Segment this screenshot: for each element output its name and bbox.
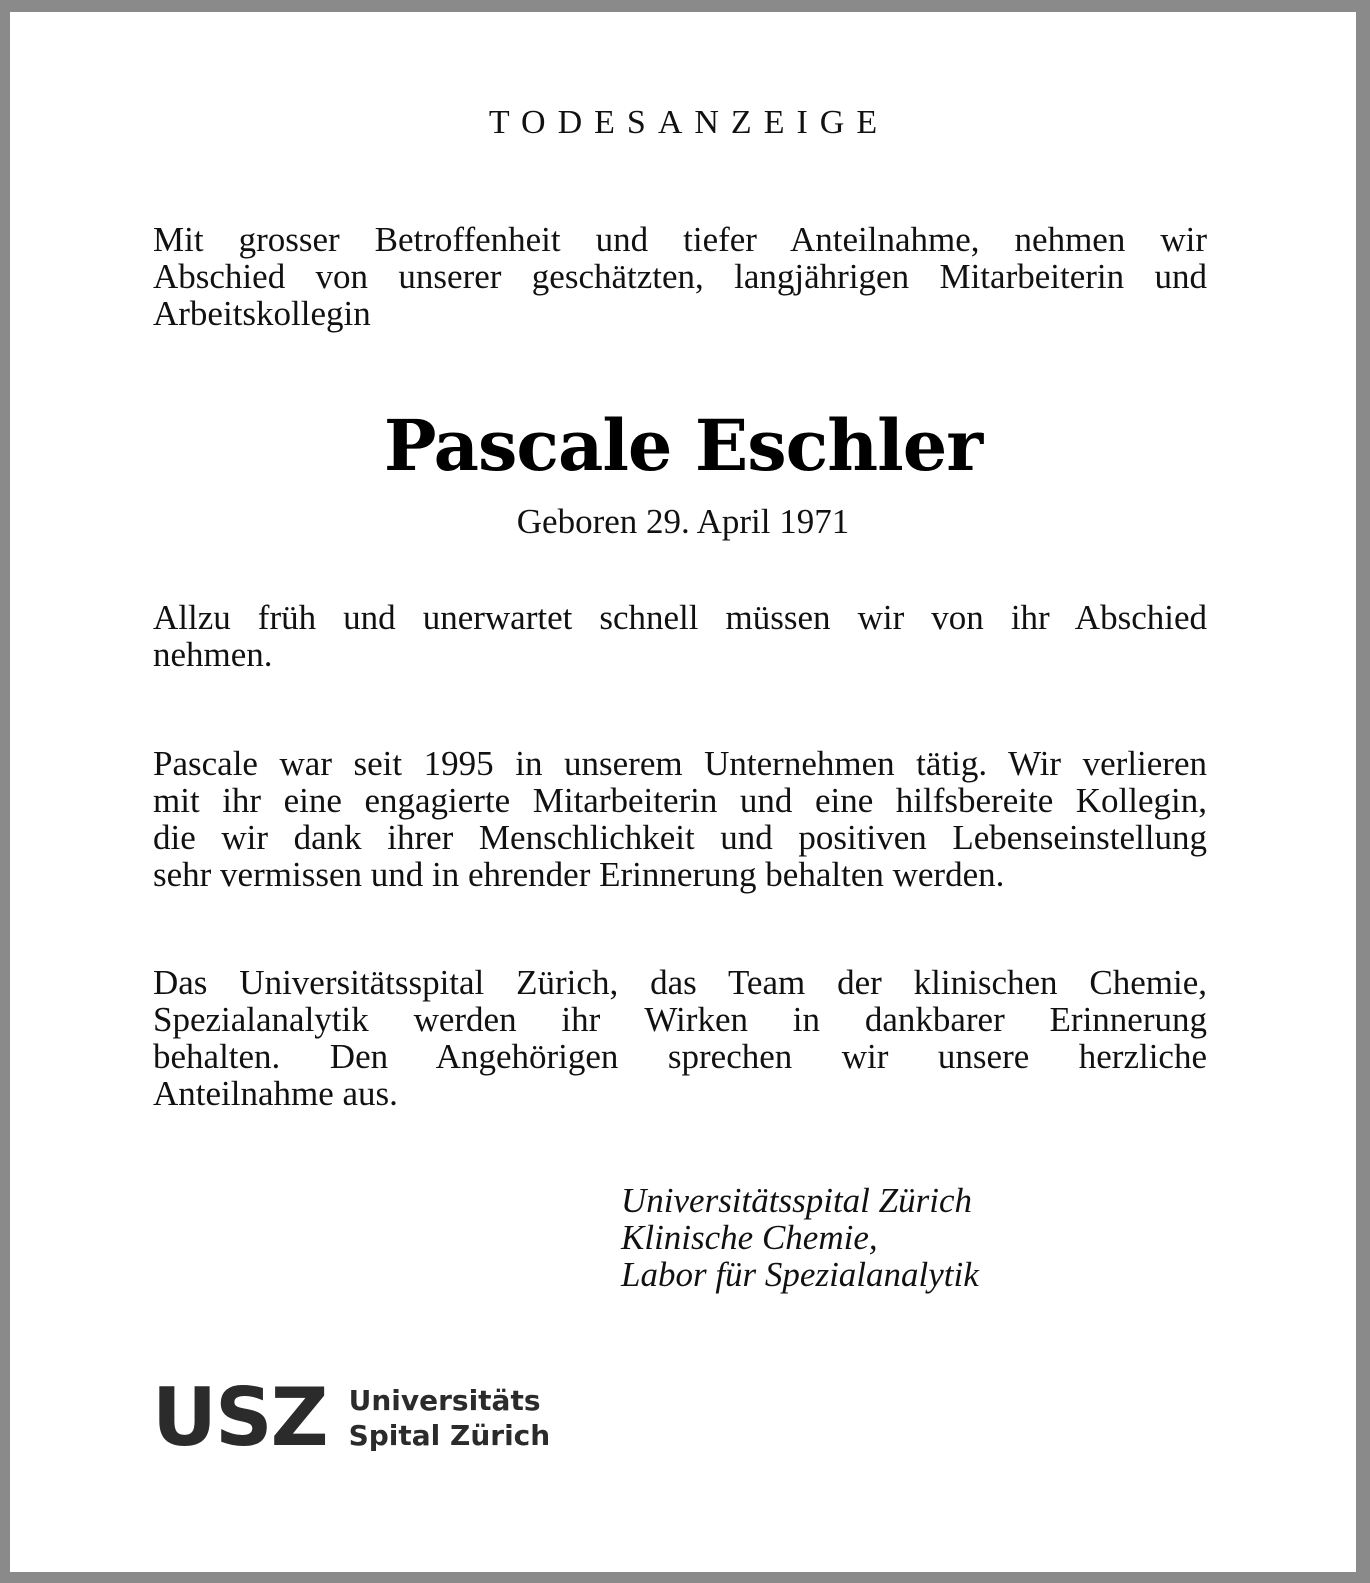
- paragraph-1: [153, 599, 1207, 673]
- paragraph-line: Das Universitätsspital Zürich, das Team der klinischen Chemie,: [153, 963, 1207, 1002]
- intro-line: Mit grosser Betroffenheit und tiefer Anteilnahme, nehmen wir: [153, 220, 1207, 259]
- paragraph-2: [153, 745, 1207, 893]
- logo-wordmark: [349, 1383, 551, 1453]
- heading: TODESANZEIGE: [488, 104, 890, 141]
- signature-line: Klinische Chemie,: [621, 1218, 878, 1257]
- intro-paragraph: [153, 221, 1207, 332]
- deceased-name: Pascale Eschler: [383, 404, 983, 487]
- usz-logo: [152, 1371, 551, 1464]
- paragraph-line: mit ihr eine engagierte Mitarbeiterin und eine hilfsbereite Kollegin,: [153, 781, 1207, 820]
- paragraph-3: [153, 964, 1207, 1112]
- signature-line: Universitätsspital Zürich: [621, 1181, 972, 1220]
- birth-date: Geboren 29. April 1971: [516, 502, 850, 541]
- logo-line: Universitäts: [348, 1384, 541, 1417]
- paragraph-line: Spezialanalytik werden ihr Wirken in dankbarer Erinnerung: [153, 1000, 1207, 1039]
- intro-line: Abschied von unserer geschätzten, langjährigen Mitarbeiterin und: [153, 257, 1207, 296]
- logo-line: Spital Zürich: [348, 1419, 551, 1452]
- intro-line: Arbeitskollegin: [153, 294, 371, 333]
- signature-line: Labor für Spezialanalytik: [621, 1255, 979, 1294]
- logo-mark: USZ: [152, 1371, 327, 1464]
- paragraph-line: sehr vermissen und in ehrender Erinnerung behalten werden.: [153, 855, 1005, 894]
- paragraph-line: Pascale war seit 1995 in unserem Unternehmen tätig. Wir verlieren: [153, 744, 1207, 783]
- paragraph-line: Anteilnahme aus.: [153, 1074, 398, 1113]
- paragraph-line: behalten. Den Angehörigen sprechen wir unsere herzliche: [153, 1037, 1207, 1076]
- paragraph-line: nehmen.: [153, 635, 273, 674]
- signature-block: [621, 1182, 979, 1293]
- paragraph-line: Allzu früh und unerwartet schnell müssen wir von ihr Abschied: [153, 598, 1207, 637]
- paragraph-line: die wir dank ihrer Menschlichkeit und positiven Lebenseinstellung: [153, 818, 1207, 857]
- obituary-page: [10, 12, 1356, 1572]
